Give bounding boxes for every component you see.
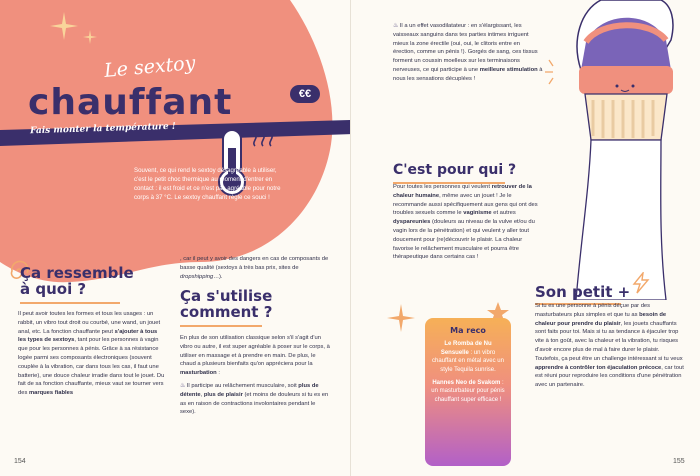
section-heading-2-line2: comment ? [180,302,273,321]
benefit-item [180,382,332,417]
s3-p4: et autres [491,210,516,217]
t-p0: Il a un effet vasodilatateur : en s'élargissant, les vaisseaux sanguins dans tes parties intimes irriguent mieux la zone érectile (oui, oui, le clitoris entre en érection, comme un pénis !). Gorgés de sang, ces tissus forment un coussin moelleux sur les terminaisons nerveuses, ce qui participe à une [393,23,538,73]
s3-p2: , même avec un jouet ! Je le recommande aussi spécifiquement aux gens qui ont des troubles sexuels comme le [393,192,538,217]
sparkle-icon [44,8,104,48]
subtitle: Fais monter la température ! [29,121,176,137]
page-number-right: 155 [673,458,685,465]
reco2-desc: : un masturbateur pour pénis chauffant super efficace ! [431,379,505,404]
s2-p0: En plus de son utilisation classique selon s'il s'agit d'un vibro ou autre, il est super agréable à poser sur le corps, à utiliser en massage et à prendre en main. De plus, le chaud a plusieurs bienfaits qu'on appréciera pour la [180,335,330,368]
section-heading-1-line1: Ça ressemble [20,264,134,282]
s4-p4: , car tout est réuni pour reproduire les conditions d'une pénétration avec un partenaire. [535,364,684,389]
bullet-flame-icon: ♨ [180,383,187,389]
reco-title: Ma reco [450,326,486,335]
section2-text [180,334,332,378]
t-p2: à nous les sensations décuplées ! [393,66,543,82]
reco-item-1 [431,340,505,375]
section-heading-2-line1: Ça s'utilise [180,287,273,305]
s4-p0: Si tu es une personne à pénis déçue par des masturbateurs plus simples et que tu as [535,303,651,318]
title-script: Le sextoy [103,52,197,82]
price-badge: €€ [290,85,320,103]
reco-item-2 [431,379,505,405]
section1-text-continued [180,255,330,281]
s1-p1: s'ajouter à tous les types de sextoys [18,328,158,344]
right-page [350,0,700,476]
b-p3: plus de plaisir [203,391,243,398]
section-heading-4: Son petit + [535,283,631,301]
vasodilatation-text [393,22,543,84]
s1-p0: Il peut avoir toutes les formes et tous les usages : un rabbit, un vibro tout droit ou courbé, une wand, un jouet anal, etc. La fonction chauffante peut [18,311,161,335]
s3-p0: Pour toutes les personnes qui veulent [393,184,492,190]
s3-p5: dyspareunies [393,219,431,226]
reco2-name: Hannes Neo de Svakom [432,379,501,386]
intro-text: Souvent, ce qui rend le sextoy désagréable à utiliser, c'est le petit choc thermique au moment d'entrer en contact : il est froid et ce n'est pas agréable pour notre corps à 37 °C. Le sextoy chauffant règle ce souci ! [134,167,281,202]
heading-underline [20,302,120,304]
s3-p3: vaginisme [463,210,492,217]
t-p1: meilleure stimulation [479,66,538,73]
reco-card [425,318,511,466]
page-title: chauffant [28,82,233,123]
section-heading-1-line2: à quoi ? [20,279,87,298]
section1-text [18,310,166,398]
s3-p1: retrouver de la chaleur humaine [393,184,532,199]
lightning-icon [629,272,653,294]
heading-underline-2 [180,325,262,327]
s1-p6: …). [213,273,223,280]
bullet-flame-icon-2: ♨ [393,23,400,29]
s1-p3: marques fiables [28,390,74,397]
page-number-left: 154 [14,458,26,465]
section-heading-2 [180,289,272,321]
section-heading-3: C'est pour qui ? [393,162,517,178]
sparkle-icon-2 [381,300,421,340]
section4-text [535,302,685,390]
hand-toy-illustration [541,0,700,300]
s2-p2: : [216,370,220,377]
section3-text [393,183,541,262]
s1-p2: , tant pour les personnes à vagin que pour les personnes à pénis. Grâce à sa résistance logée parmi ses composants électroniques (souvent couplée à la vibration, car dans tous les cas, il faut une batterie), une douce chaleur irradie dans tout le jouet. Du fait de sa fonction chauffante, mieux vaut se tourner vers des [18,337,165,397]
s2-p1: masturbation [180,370,217,377]
b-p0: Il participe au relâchement musculaire, soit [186,383,299,389]
reco1-desc: : un vibro chauffant en métal avec un style Tequila sunrise. [432,349,504,374]
s1-p4: , car il peut y avoir des dangers en cas de composants de basse qualité (sextoys à très bas prix, sites de [180,256,329,271]
b-p4: (et moins de douleurs si tu es en as en raison de contractions involontaires pendant le sexe). [180,391,329,416]
s4-p3: apprendre à contrôler ton éjaculation précoce [535,364,662,371]
s4-p2: , les jouets chauffants sont faits pour toi. Mais si tu as tendance à éjaculer trop vite à ton goût, avec la chaleur et la vibration, tu risques d'avoir encore plus de mal à faire durer le plaisir. Toutefois, ça peut être un challenge intéressant si tu veux [535,320,683,362]
b-p1: plus de détente [180,383,319,398]
b-p2: , [200,391,204,398]
s1-p5: dropshipping [180,273,214,280]
s3-p6: (douleurs au niveau de la vulve et/ou du vagin lors de la pénétration) et qui veulent y aller tout doucement pour (re)découvrir le plaisir. La chaleur favorise le relâchement musculaire et pourra être thérapeutique dans certains cas ! [393,219,535,261]
section-heading-1 [20,266,134,298]
reco1-name: Le Romba de Nu Sensuelle [440,341,492,356]
s4-p1: besoin de chaleur pour prendre du plaisir [535,311,667,327]
